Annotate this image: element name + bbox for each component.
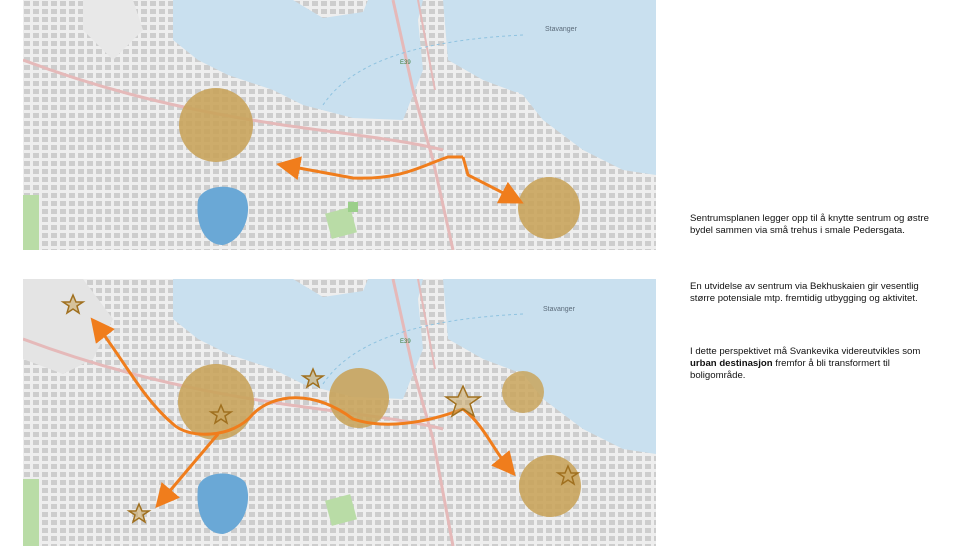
description-paragraph-3 xyxy=(690,346,940,383)
description-paragraph-1 xyxy=(690,213,940,237)
road-label: E39 xyxy=(400,339,411,345)
map-top-canvas xyxy=(23,0,656,250)
emphasis-urban-destination: urban destinasjon xyxy=(690,358,773,370)
park-small xyxy=(348,202,358,212)
map-top[interactable] xyxy=(23,0,656,250)
city-label: Stavanger xyxy=(543,306,575,313)
paragraph-text: Sentrumsplanen legger opp til å knytte sentrum og østre bydel sammen via små trehus i smale Pedersgata. xyxy=(690,213,929,237)
highlight-circle-east xyxy=(519,455,581,517)
paragraph-text-start: I dette perspektivet må Svankevika videreutvikles som xyxy=(690,346,921,357)
highlight-circle-pier xyxy=(502,371,544,413)
description-paragraph-2 xyxy=(690,281,940,305)
park-west xyxy=(23,195,39,250)
road-label: E39 xyxy=(400,60,411,66)
park-west xyxy=(23,479,39,546)
city-label: Stavanger xyxy=(545,26,577,33)
highlight-circle-bekhuskaien xyxy=(329,368,389,428)
paragraph-text: En utvidelse av sentrum via Bekhuskaien gir vesentlig større potensiale mtp. fremtidig utbygging og aktivitet. xyxy=(690,281,919,305)
highlight-circle-centre xyxy=(178,364,254,440)
map-bottom[interactable] xyxy=(23,279,656,546)
highlight-circle-east xyxy=(518,177,580,239)
paragraph-text xyxy=(690,346,940,383)
paragraph-text-end: fremfor å bli transformert til boligområde. xyxy=(690,358,890,382)
map-bottom-canvas xyxy=(23,279,656,546)
highlight-circle-centre xyxy=(179,88,253,162)
